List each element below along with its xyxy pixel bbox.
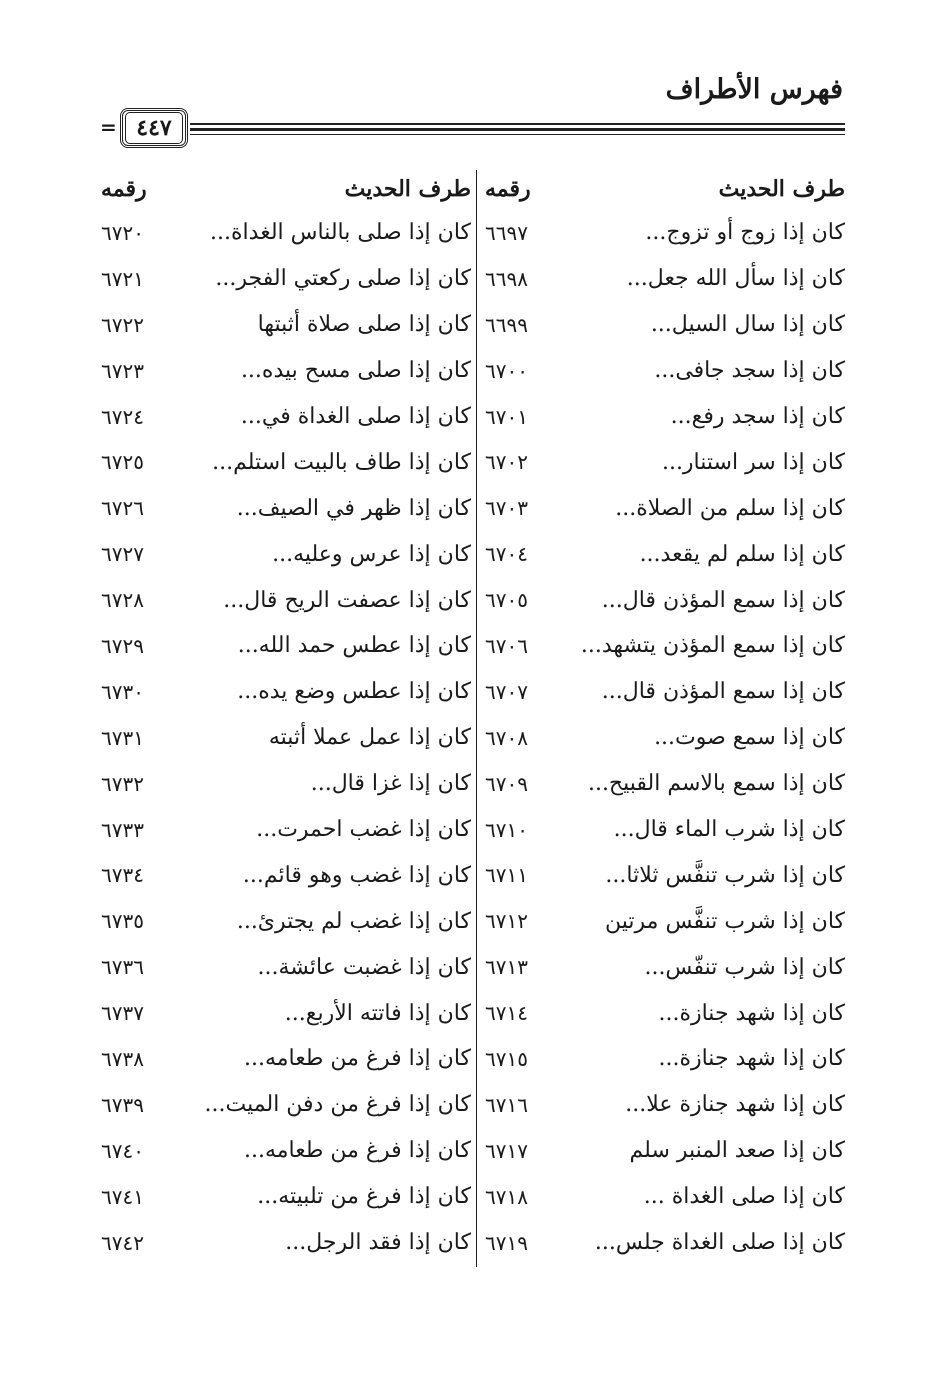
page-number-frame (120, 108, 188, 148)
hadith-incipit: كان إذا زوج أو تزوج... (645, 220, 845, 246)
hadith-incipit: كان إذا شهد جنازة علا... (625, 1092, 845, 1118)
hadith-number: ٦٧٣٣ (101, 817, 144, 842)
hadith-incipit: كان إذا شرب تنفّس... (644, 954, 845, 980)
hadith-number: ٦٧٣١ (101, 725, 144, 750)
hadith-number: ٦٧٢٥ (101, 450, 144, 475)
hadith-number: ٦٧٢٢ (101, 312, 144, 337)
hadith-number: ٦٧١٠ (485, 817, 528, 842)
hadith-number: ٦٧٢٧ (101, 542, 144, 567)
index-entry (101, 715, 471, 761)
index-entry (485, 439, 845, 485)
index-entry (485, 348, 845, 394)
index-entry (101, 485, 471, 531)
hadith-number: ٦٧٠٦ (485, 633, 528, 658)
index-entry (485, 761, 845, 807)
text-column-label: طرف الحديث (718, 176, 845, 202)
hadith-incipit: كان إذا صلى مسح بيده... (240, 358, 471, 384)
hadith-number: ٦٧٤٢ (101, 1230, 144, 1255)
index-entry (101, 1082, 471, 1128)
index-entry (485, 898, 845, 944)
page-number: ٤٤٧ (136, 115, 172, 141)
hadith-number: ٦٧١٢ (485, 909, 528, 934)
index-entry (485, 1128, 845, 1174)
hadith-incipit: كان إذا صلى بالناس الغداة... (210, 220, 471, 246)
hadith-incipit: كان إذا غزا قال... (310, 771, 471, 797)
index-entry (485, 1036, 845, 1082)
hadith-number: ٦٧٢٦ (101, 496, 144, 521)
hadith-incipit: كان إذا غضبت عائشة... (257, 954, 471, 980)
hadith-incipit: كان إذا ظهر في الصيف... (236, 495, 471, 521)
page-title: فهرس الأطراف (665, 74, 843, 105)
index-entry (101, 348, 471, 394)
hadith-number: ٦٧١٦ (485, 1092, 528, 1117)
hadith-incipit: كان إذا سجد رفع... (670, 404, 845, 429)
column-header (101, 168, 471, 210)
hadith-incipit: كان إذا سمع صوت... (654, 725, 845, 751)
hadith-number: ٦٧٢٠ (101, 220, 144, 245)
index-entry (101, 807, 471, 853)
header-rule (190, 134, 845, 135)
index-entry (485, 807, 845, 853)
hadith-incipit: كان إذا فرغ من دفن الميت... (204, 1092, 471, 1118)
hadith-number: ٦٧٤١ (101, 1184, 144, 1209)
hadith-number: ٦٧١٥ (485, 1046, 528, 1071)
index-entry (485, 1082, 845, 1128)
hadith-number: ٦٧٠٠ (485, 358, 528, 383)
hadith-incipit: كان إذا فرغ من طعامه... (243, 1138, 471, 1164)
hadith-incipit: كان إذا عرس وعليه... (272, 541, 471, 567)
hadith-incipit: كان إذا شهد جنازة... (658, 1000, 845, 1026)
hadith-number: ٦٧١٣ (485, 955, 528, 980)
hadith-incipit: كان إذا فرغ من طعامه... (243, 1046, 471, 1072)
index-entry (101, 761, 471, 807)
index-entry (485, 394, 845, 440)
hadith-number: ٦٧٣٦ (101, 955, 144, 980)
index-entry (101, 256, 471, 302)
index-column-right (485, 168, 845, 1265)
hadith-number: ٦٧٤٠ (101, 1138, 144, 1163)
hadith-incipit: كان إذا شهد جنازة... (658, 1046, 845, 1072)
hadith-incipit: كان إذا سال السيل... (650, 312, 845, 338)
index-entry (101, 852, 471, 898)
text-column-label: طرف الحديث (344, 176, 471, 202)
hadith-incipit: كان إذا صلى ركعتي الفجر... (215, 266, 471, 292)
hadith-incipit: كان إذا صعد المنبر سلم (629, 1138, 845, 1164)
hadith-number: ٦٧٣٧ (101, 1001, 144, 1026)
hadith-number: ٦٧٢٣ (101, 358, 144, 383)
hadith-incipit: كان إذا فرغ من تلبيته... (257, 1184, 471, 1210)
hadith-incipit: كان إذا عطس حمد الله... (237, 633, 471, 659)
hadith-number: ٦٧١٨ (485, 1184, 528, 1209)
hadith-number: ٦٧١١ (485, 863, 528, 888)
hadith-incipit: كان إذا صلى الغداة في... (240, 404, 471, 429)
hadith-number: ٦٧٣٨ (101, 1046, 144, 1071)
index-entry (101, 1220, 471, 1266)
hadith-incipit: كان إذا فقد الرجل... (285, 1230, 471, 1256)
index-entry (485, 852, 845, 898)
hadith-incipit: كان إذا شرب الماء قال... (613, 817, 845, 843)
hadith-incipit: كان إذا طاف بالبيت استلم... (212, 449, 471, 475)
hadith-number: ٦٦٩٩ (485, 312, 528, 337)
index-entry (101, 210, 471, 256)
hadith-number: ٦٧٠٨ (485, 725, 528, 750)
page-number-mark: = (100, 115, 117, 139)
number-column-label: رقمه (101, 176, 147, 202)
hadith-number: ٦٧١٩ (485, 1230, 528, 1255)
hadith-number: ٦٧٠٢ (485, 450, 528, 475)
hadith-number: ٦٧٣٩ (101, 1092, 144, 1117)
index-entry (101, 302, 471, 348)
index-entry (485, 669, 845, 715)
index-entry (485, 944, 845, 990)
index-entry (485, 715, 845, 761)
hadith-incipit: كان إذا سأل الله جعل... (626, 266, 845, 292)
hadith-number: ٦٧٢٤ (101, 404, 144, 429)
number-column-label: رقمه (485, 176, 531, 202)
hadith-number: ٦٧٠٥ (485, 588, 528, 613)
hadith-incipit: كان إذا غضب وهو قائم... (242, 862, 471, 888)
index-entry (101, 669, 471, 715)
hadith-incipit: كان إذا صلى الغداة ... (643, 1184, 845, 1210)
hadith-incipit: كان إذا عطس وضع يده... (237, 679, 471, 705)
hadith-incipit: كان إذا فاتته الأربع... (284, 1000, 471, 1026)
hadith-incipit: كان إذا شرب تنفَّس مرتين (605, 908, 845, 934)
hadith-number: ٦٧٣٢ (101, 771, 144, 796)
header-rule (190, 128, 845, 131)
hadith-number: ٦٧٣٥ (101, 909, 144, 934)
column-header (485, 168, 845, 210)
hadith-incipit: كان إذا صلى الغداة جلس... (594, 1230, 845, 1256)
hadith-number: ٦٧٠٤ (485, 542, 528, 567)
hadith-number: ٦٧٣٠ (101, 679, 144, 704)
index-entry (101, 531, 471, 577)
index-entry (485, 1220, 845, 1266)
header-rule (190, 123, 845, 125)
hadith-incipit: كان إذا سمع المؤذن قال... (601, 679, 845, 705)
hadith-incipit: كان إذا سلم لم يقعد... (639, 541, 845, 567)
hadith-number: ٦٧٠١ (485, 404, 528, 429)
index-entry (101, 944, 471, 990)
index-entry (101, 623, 471, 669)
hadith-incipit: كان إذا سمع المؤذن يتشهد... (580, 633, 845, 659)
hadith-number: ٦٧٣٤ (101, 863, 144, 888)
hadith-incipit: كان إذا شرب تنفَّس ثلاثا... (605, 862, 845, 888)
hadith-number: ٦٦٩٧ (485, 220, 528, 245)
index-entry (101, 577, 471, 623)
column-divider (476, 170, 477, 1267)
hadith-number: ٦٧١٤ (485, 1001, 528, 1026)
hadith-number: ٦٧٠٣ (485, 496, 528, 521)
hadith-incipit: كان إذا غضب لم يجترئ... (236, 908, 471, 934)
index-entry (485, 577, 845, 623)
hadith-incipit: كان إذا سر استنار... (661, 449, 845, 475)
hadith-number: ٦٧١٧ (485, 1138, 528, 1163)
index-entry (101, 394, 471, 440)
index-entry (485, 210, 845, 256)
hadith-number: ٦٧٠٩ (485, 771, 528, 796)
index-entry (101, 898, 471, 944)
hadith-incipit: كان إذا عمل عملا أثبته (268, 725, 471, 751)
hadith-number: ٦٧٢١ (101, 266, 144, 291)
index-entry (101, 990, 471, 1036)
hadith-number: ٦٦٩٨ (485, 266, 528, 291)
index-entry (485, 531, 845, 577)
hadith-incipit: كان إذا سمع بالاسم القبيح... (587, 771, 845, 797)
index-entry (485, 623, 845, 669)
index-entry (485, 485, 845, 531)
hadith-incipit: كان إذا صلى صلاة أثبتها (257, 312, 471, 338)
index-entry (485, 1174, 845, 1220)
index-entry (101, 1036, 471, 1082)
hadith-incipit: كان إذا غضب احمرت... (256, 817, 471, 843)
index-entry (485, 302, 845, 348)
hadith-incipit: كان إذا سجد جافى... (654, 358, 845, 384)
hadith-incipit: كان إذا عصفت الريح قال... (223, 587, 471, 613)
index-entry (101, 1128, 471, 1174)
index-entry (101, 1174, 471, 1220)
index-entry (485, 990, 845, 1036)
hadith-number: ٦٧٠٧ (485, 679, 528, 704)
hadith-number: ٦٧٢٨ (101, 588, 144, 613)
hadith-incipit: كان إذا سمع المؤذن قال... (601, 587, 845, 613)
index-column-left (101, 168, 471, 1265)
index-entry (485, 256, 845, 302)
hadith-incipit: كان إذا سلم من الصلاة... (615, 495, 845, 521)
index-entry (101, 439, 471, 485)
hadith-number: ٦٧٢٩ (101, 633, 144, 658)
